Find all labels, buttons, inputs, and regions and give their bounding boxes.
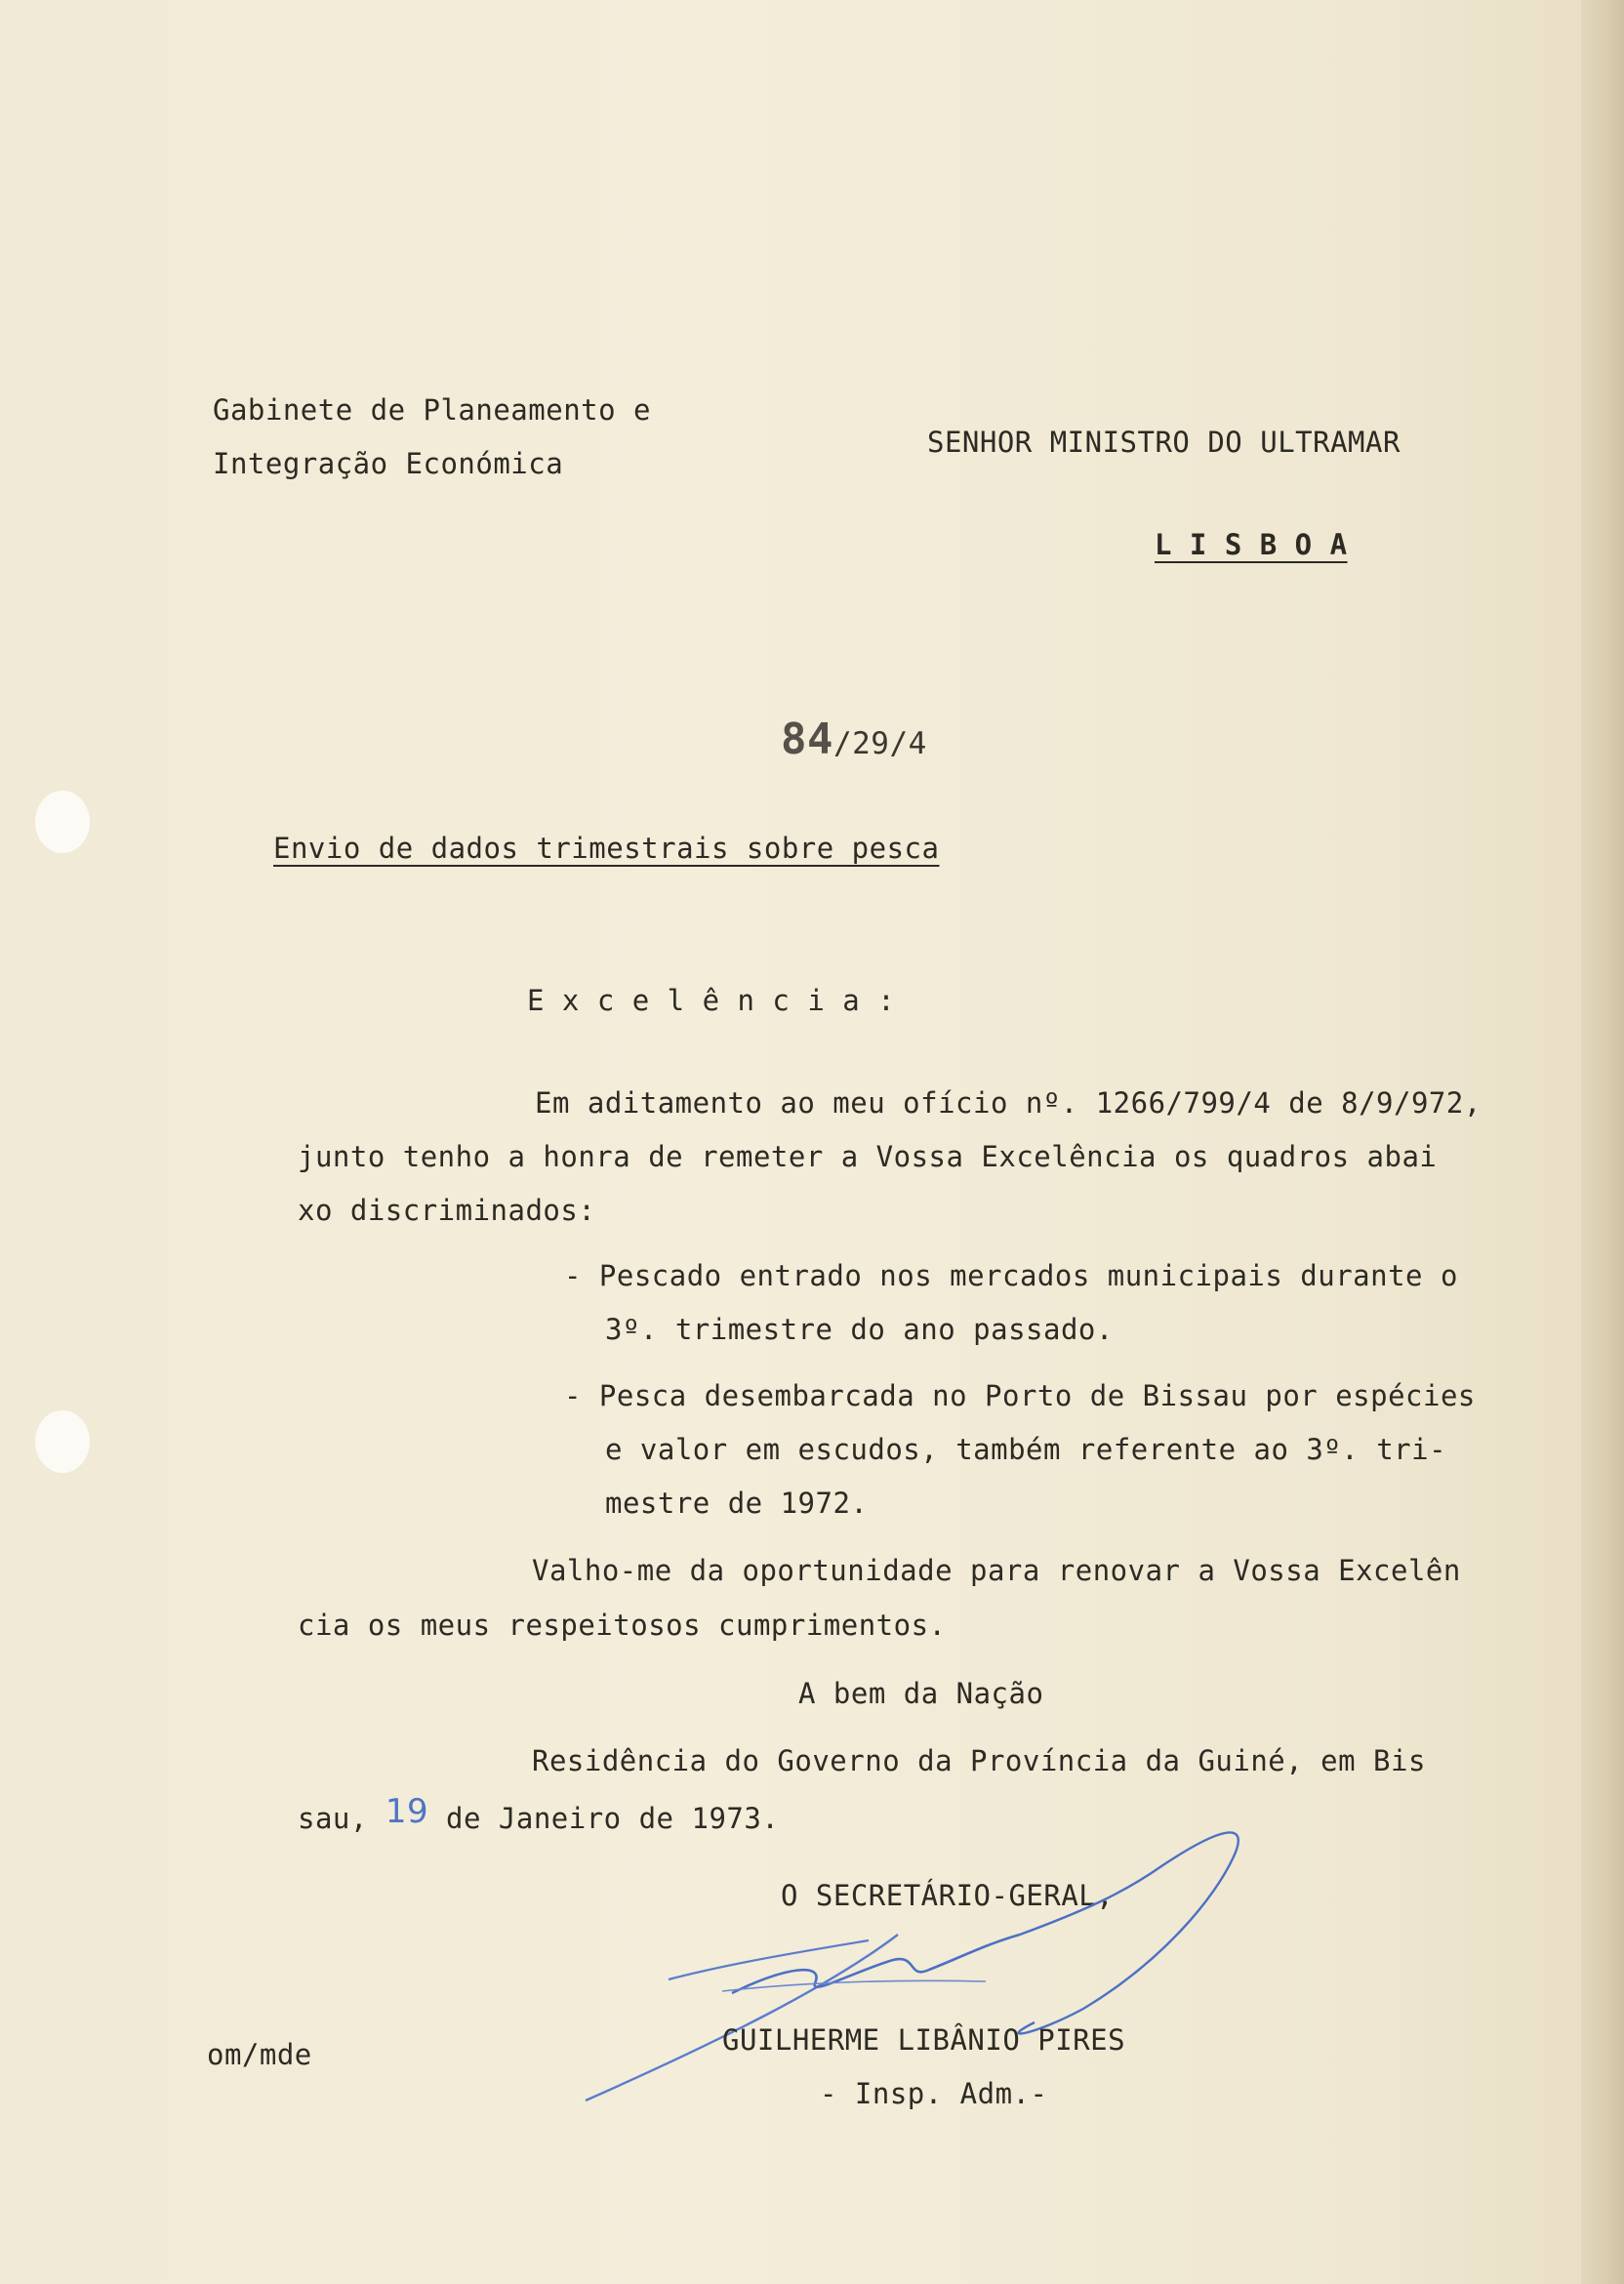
stamp-number: 84 xyxy=(781,714,833,764)
typist-initials: om/mde xyxy=(207,2038,312,2071)
reference-suffix: /29/4 xyxy=(832,726,927,761)
punch-hole-bottom xyxy=(35,1410,90,1473)
list-item-2-line-1: - Pesca desembarcada no Porto de Bissau por espécies xyxy=(564,1379,1476,1412)
handwritten-day: 19 xyxy=(385,1792,429,1831)
paragraph-1-line-3: xo discriminados: xyxy=(298,1194,596,1227)
sender-line-2: Integração Económica xyxy=(213,447,564,480)
signatory-name: GUILHERME LIBÂNIO PIRES xyxy=(722,2023,1126,2057)
handwritten-signature xyxy=(576,1815,1259,2108)
list-item-1-line-2: 3º. trimestre do ano passado. xyxy=(605,1313,1114,1346)
place-prefix: sau, xyxy=(298,1802,368,1835)
paragraph-1-line-2: junto tenho a honra de remeter a Vossa Excelência os quadros abai xyxy=(298,1140,1438,1173)
motto: A bem da Nação xyxy=(798,1677,1044,1710)
punch-hole-top xyxy=(35,791,90,853)
salutation: E x c e l ê n c i a : xyxy=(527,984,896,1017)
sender-line-1: Gabinete de Planeamento e xyxy=(213,393,651,427)
place-line-1: Residência do Governo da Província da Guiné, em Bis xyxy=(532,1744,1426,1777)
list-item-2-line-2: e valor em escudos, também referente ao 3º. tri- xyxy=(605,1433,1447,1466)
list-item-1-line-1: - Pescado entrado nos mercados municipais durante o xyxy=(564,1259,1458,1292)
place-suffix: de Janeiro de 1973. xyxy=(446,1802,780,1835)
closing-line-2: cia os meus respeitosos cumprimentos. xyxy=(298,1609,947,1642)
signatory-title: - Insp. Adm.- xyxy=(820,2077,1048,2110)
subject-line: Envio de dados trimestrais sobre pesca xyxy=(273,832,940,865)
paragraph-1-line-1: Em aditamento ao meu ofício nº. 1266/799/4 de 8/9/972, xyxy=(535,1086,1482,1120)
reference-number xyxy=(781,714,927,764)
list-item-2-line-3: mestre de 1972. xyxy=(605,1487,869,1520)
recipient-title: SENHOR MINISTRO DO ULTRAMAR xyxy=(927,426,1401,459)
recipient-city: L I S B O A xyxy=(1155,528,1348,561)
closing-line-1: Valho-me da oportunidade para renovar a Vossa Excelên xyxy=(532,1554,1461,1587)
page-edge xyxy=(1581,0,1624,2284)
signatory-role: O SECRETÁRIO-GERAL, xyxy=(781,1879,1115,1912)
